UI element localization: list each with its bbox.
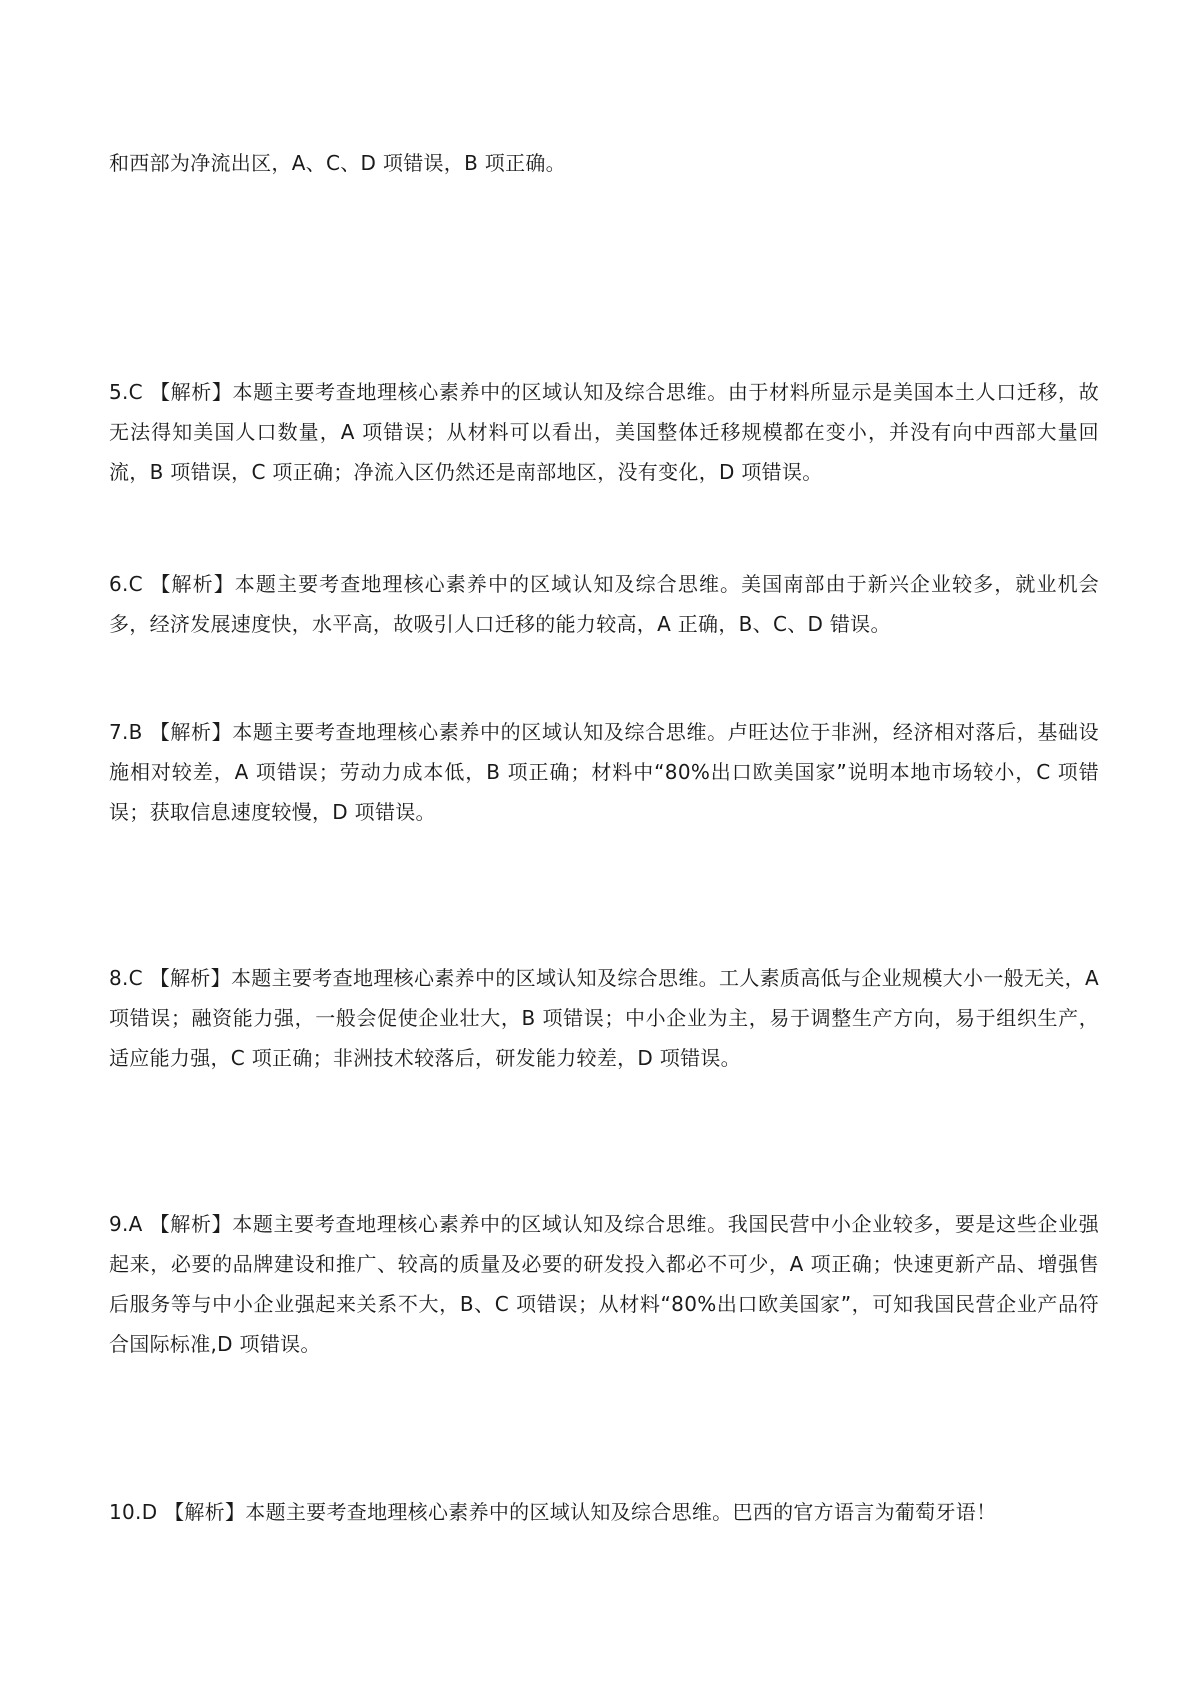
answer-paragraph-10: 10.D 【解析】本题主要考查地理核心素养中的区域认知及综合思维。巴西的官方语言为葡萄牙语！: [109, 1500, 997, 1524]
answer-paragraph-7: 7.B 【解析】本题主要考查地理核心素养中的区域认知及综合思维。卢旺达位于非洲，经济相对落后，基础设施相对较差，A 项错误；劳动力成本低，B 项正确；材料中“80%出口欧美国家”说明本地市场较小，C 项错误；获取信息速度较慢，D 项错误。: [109, 720, 1099, 824]
answer-paragraph-9: 9.A 【解析】本题主要考查地理核心素养中的区域认知及综合思维。我国民营中小企业较多，要是这些企业强起来，必要的品牌建设和推广、较高的质量及必要的研发投入都必不可少，A 项正确；快速更新产品、增强售后服务等与中小企业强起来关系不大，B、C 项错误；从材料“80%出口欧美国家”，可知我国民营企业产品符合国际标准,D 项错误。: [109, 1212, 1099, 1356]
answer-paragraph-5: 5.C 【解析】本题主要考查地理核心素养中的区域认知及综合思维。由于材料所显示是美国本土人口迁移，故无法得知美国人口数量，A 项错误；从材料可以看出，美国整体迁移规模都在变小，并没有向中西部大量回流，B 项错误，C 项正确；净流入区仍然还是南部地区，没有变化，D 项错误。: [109, 380, 1099, 484]
answer-paragraph-6: 6.C 【解析】本题主要考查地理核心素养中的区域认知及综合思维。美国南部由于新兴企业较多，就业机会多，经济发展速度快，水平高，故吸引人口迁移的能力较高，A 正确，B、C、D 错误。: [109, 572, 1099, 636]
answer-paragraph-8: 8.C 【解析】本题主要考查地理核心素养中的区域认知及综合思维。工人素质高低与企业规模大小一般无关，A 项错误；融资能力强，一般会促使企业壮大，B 项错误；中小企业为主，易于调整生产方向，易于组织生产，适应能力强，C 项正确；非洲技术较落后，研发能力较差，D 项错误。: [109, 966, 1099, 1070]
answer-paragraph-continuation: 和西部为净流出区，A、C、D 项错误，B 项正确。: [109, 151, 566, 175]
